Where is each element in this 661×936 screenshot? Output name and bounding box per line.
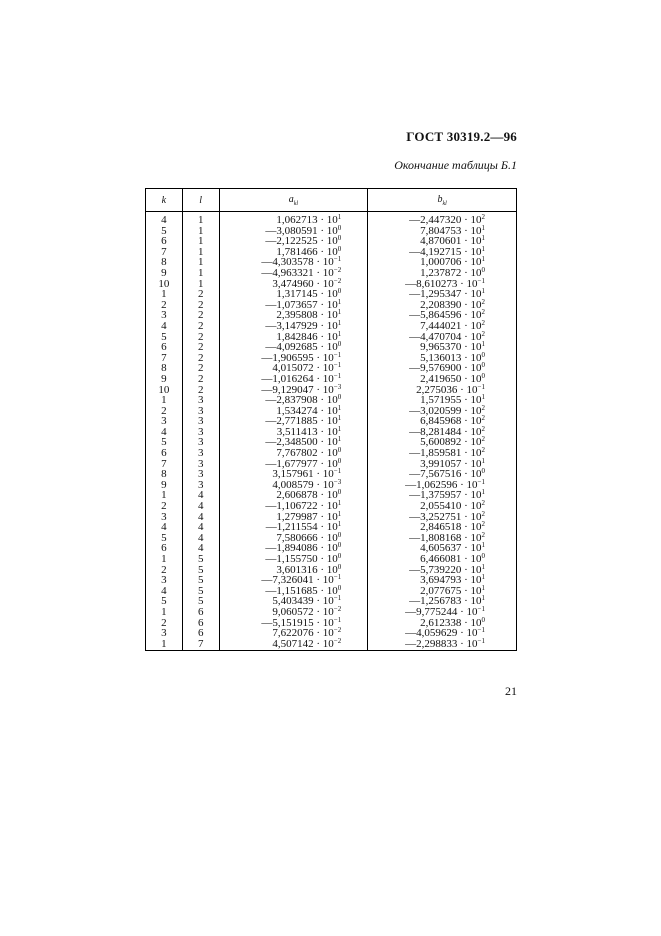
mantissa: —2,837908 · 10	[265, 394, 338, 407]
exponent: 1	[481, 244, 485, 253]
l-value: 3	[197, 447, 204, 460]
exponent: −1	[477, 626, 485, 635]
l-value: 5	[197, 595, 204, 608]
mantissa: 5,403439 · 10	[272, 595, 334, 608]
exponent: 1	[337, 403, 342, 412]
mantissa: 5,136013 · 10	[420, 351, 482, 364]
k-value: 6	[161, 235, 167, 248]
mantissa: —1,375957 · 10	[409, 489, 482, 502]
mantissa: —1,151685 · 10	[265, 584, 338, 597]
mantissa: —1,256783 · 10	[409, 595, 482, 608]
coefficients-table	[145, 188, 517, 651]
mantissa: —9,775244 · 10	[405, 605, 478, 618]
exponent: −2	[333, 604, 342, 613]
exponent: 2	[481, 213, 485, 221]
mantissa: —7,326041 · 10	[261, 574, 334, 587]
exponent: 2	[481, 414, 485, 423]
mantissa: 2,208390 · 10	[420, 298, 482, 311]
mantissa: —7,567516 · 10	[409, 468, 482, 481]
header-a-sub: kl	[293, 200, 299, 207]
k-value: 6	[161, 447, 167, 460]
exponent: 2	[481, 509, 485, 518]
header-a	[219, 189, 368, 212]
l-value: 3	[197, 436, 204, 449]
exponent: −1	[477, 604, 485, 613]
exponent: 1	[337, 435, 342, 444]
l-value: 3	[197, 478, 204, 491]
mantissa: 1,279987 · 10	[276, 510, 338, 523]
l-value: 4	[197, 521, 204, 534]
l-value: 4	[197, 489, 204, 502]
l-value: 4	[197, 500, 204, 513]
mantissa: 1,317145 · 10	[276, 288, 338, 301]
k-value: 10	[158, 277, 170, 290]
mantissa: 3,511413 · 10	[276, 425, 338, 438]
exponent: −1	[477, 636, 485, 645]
cell-b	[368, 212, 517, 226]
exponent: −1	[477, 276, 485, 285]
header-b	[368, 189, 517, 212]
mantissa: —4,470704 · 10	[409, 330, 482, 343]
exponent: −1	[333, 573, 342, 582]
exponent: 2	[481, 446, 485, 455]
mantissa: —1,894086 · 10	[265, 542, 338, 555]
exponent: 0	[337, 340, 342, 349]
mantissa: —2,771885 · 10	[265, 415, 338, 428]
l-value: 5	[197, 584, 204, 597]
exponent: 0	[481, 361, 485, 370]
header-k: k	[146, 189, 183, 212]
exponent: 1	[481, 573, 485, 582]
l-value: 7	[197, 637, 204, 650]
cell-k	[146, 212, 183, 226]
table-row	[146, 639, 517, 651]
exponent: 1	[337, 414, 342, 423]
mantissa: —1,106722 · 10	[265, 500, 338, 513]
l-value: 4	[197, 542, 204, 555]
l-value: 3	[197, 394, 204, 407]
exponent: 1	[481, 340, 485, 349]
cell-a	[219, 636, 368, 651]
mantissa: —1,808168 · 10	[409, 531, 482, 544]
exponent: 0	[481, 350, 485, 359]
l-value: 2	[197, 341, 204, 354]
l-value: 6	[197, 627, 204, 640]
l-value: 3	[197, 457, 204, 470]
k-value: 5	[161, 436, 167, 449]
mantissa: 1,237872 · 10	[420, 266, 482, 279]
mantissa: 2,395808 · 10	[276, 309, 338, 322]
k-value: 2	[161, 616, 167, 629]
k-value: 2	[161, 563, 167, 576]
header-l: l	[182, 189, 219, 212]
exponent: 0	[481, 615, 485, 624]
k-value: 5	[161, 531, 167, 544]
k-value: 4	[161, 521, 167, 534]
mantissa: —4,059629 · 10	[405, 627, 478, 640]
exponent: −1	[333, 350, 342, 359]
k-value: 4	[161, 584, 167, 597]
exponent: 1	[337, 318, 342, 327]
mantissa: —1,073657 · 10	[265, 298, 338, 311]
k-value: 10	[158, 383, 170, 396]
mantissa: —3,020599 · 10	[409, 404, 482, 417]
exponent: 1	[481, 594, 485, 603]
mantissa: 6,845968 · 10	[420, 415, 482, 428]
exponent: 1	[337, 520, 342, 529]
mantissa: —1,062596 · 10	[405, 478, 478, 491]
exponent: −3	[333, 382, 342, 391]
l-value: 1	[197, 214, 204, 226]
mantissa: 5,600892 · 10	[420, 436, 482, 449]
exponent: 0	[481, 467, 485, 476]
exponent: 0	[337, 287, 342, 296]
mantissa: 2,419650 · 10	[420, 372, 482, 385]
mantissa: 1,534274 · 10	[276, 404, 338, 417]
l-value: 3	[197, 404, 204, 417]
exponent: 1	[481, 255, 485, 264]
cell-b	[368, 636, 517, 651]
l-value: 1	[197, 277, 204, 290]
mantissa: —8,281484 · 10	[409, 425, 482, 438]
exponent: 1	[337, 499, 342, 508]
mantissa: 3,601316 · 10	[276, 563, 338, 576]
mantissa: 2,612338 · 10	[420, 616, 482, 629]
exponent: 1	[481, 234, 485, 243]
l-value: 2	[197, 319, 204, 332]
exponent: 2	[481, 329, 485, 338]
exponent: −2	[333, 636, 342, 645]
k-value: 5	[161, 330, 167, 343]
mantissa: —1,906595 · 10	[261, 351, 334, 364]
mantissa: 2,606878 · 10	[276, 489, 338, 502]
exponent: 0	[337, 234, 342, 243]
exponent: −1	[333, 361, 342, 370]
l-value: 1	[197, 224, 204, 237]
mantissa: 4,015072 · 10	[272, 362, 334, 375]
table-header-row	[146, 189, 517, 212]
exponent: 1	[481, 541, 485, 550]
mantissa: 6,466081 · 10	[420, 553, 482, 565]
mantissa: —1,859581 · 10	[409, 447, 482, 460]
k-value: 1	[161, 605, 167, 618]
header-b-sub: kl	[442, 200, 447, 207]
exponent: −2	[333, 265, 342, 274]
exponent: −1	[477, 382, 485, 391]
exponent: 2	[481, 308, 485, 317]
l-value: 6	[197, 616, 204, 629]
exponent: 1	[481, 223, 485, 232]
mantissa: 7,622076 · 10	[272, 627, 334, 640]
k-value: 9	[161, 266, 167, 279]
mantissa: 7,767802 · 10	[276, 447, 338, 460]
mantissa: —4,963321 · 10	[261, 266, 334, 279]
mantissa: 4,605637 · 10	[420, 542, 482, 555]
l-value: 2	[197, 351, 204, 364]
l-value: 2	[197, 309, 204, 322]
cell-a	[219, 212, 368, 226]
mantissa: —2,122525 · 10	[265, 235, 338, 248]
exponent: 2	[481, 499, 485, 508]
cell-k	[146, 639, 183, 651]
exponent: 0	[481, 552, 485, 560]
exponent: 0	[337, 223, 342, 232]
l-value: 2	[197, 298, 204, 311]
mantissa: —9,576900 · 10	[409, 362, 482, 375]
exponent: −1	[333, 255, 342, 264]
exponent: −1	[333, 594, 342, 603]
k-value: 3	[161, 510, 167, 523]
mantissa: —1,677977 · 10	[265, 457, 338, 470]
l-value: 3	[197, 425, 204, 438]
l-value: 2	[197, 330, 204, 343]
exponent: −3	[333, 477, 342, 486]
mantissa: —4,303578 · 10	[261, 256, 334, 269]
k-value: 8	[161, 256, 167, 269]
exponent: 0	[337, 446, 342, 455]
exponent: −2	[333, 626, 342, 635]
l-value: 3	[197, 415, 204, 428]
exponent: 0	[337, 244, 342, 253]
exponent: 2	[481, 403, 485, 412]
mantissa: —1,016264 · 10	[261, 372, 334, 385]
k-value: 1	[161, 489, 167, 502]
mantissa: 3,157961 · 10	[272, 468, 334, 481]
exponent: 0	[481, 265, 485, 274]
page-number: 21	[505, 684, 517, 698]
k-value: 7	[161, 351, 167, 364]
mantissa: 1,000706 · 10	[420, 256, 482, 269]
exponent: 0	[337, 456, 342, 465]
k-value: 4	[161, 214, 167, 226]
k-value: 5	[161, 595, 167, 608]
mantissa: 2,077675 · 10	[420, 584, 482, 597]
header-a-base: a	[288, 193, 294, 205]
k-value: 5	[161, 224, 167, 237]
exponent: 2	[481, 520, 485, 529]
mantissa: 7,580666 · 10	[276, 531, 338, 544]
exponent: −2	[333, 276, 342, 285]
mantissa: 4,870601 · 10	[420, 235, 482, 248]
k-value: 2	[161, 404, 167, 417]
mantissa: 3,474960 · 10	[272, 277, 334, 290]
mantissa: 2,846518 · 10	[420, 521, 482, 534]
l-value: 1	[197, 266, 204, 279]
k-value: 1	[161, 394, 167, 407]
exponent: 0	[337, 562, 342, 571]
exponent: 1	[481, 393, 485, 402]
mantissa: 2,275036 · 10	[416, 383, 478, 396]
l-value: 2	[197, 383, 204, 396]
k-value: 6	[161, 341, 167, 354]
exponent: 1	[481, 583, 485, 592]
l-value: 1	[197, 256, 204, 269]
k-value: 3	[161, 574, 167, 587]
mantissa: 1,062713 · 10	[276, 214, 338, 226]
exponent: −1	[477, 477, 485, 486]
table-body	[146, 212, 517, 651]
k-value: 4	[161, 425, 167, 438]
l-value: 6	[197, 605, 204, 618]
k-value: 2	[161, 500, 167, 513]
exponent: −1	[333, 615, 342, 624]
exponent: −1	[333, 371, 342, 380]
cell-l	[182, 212, 219, 226]
exponent: 1	[481, 488, 485, 497]
exponent: 1	[481, 562, 485, 571]
table-caption: Окончание таблицы Б.1	[394, 158, 517, 172]
mantissa: —3,252751 · 10	[409, 510, 482, 523]
exponent: −1	[333, 467, 342, 476]
exponent: 0	[337, 552, 342, 560]
mantissa: 1,842846 · 10	[276, 330, 338, 343]
exponent: 0	[337, 541, 342, 550]
exponent: 0	[337, 488, 342, 497]
mantissa: —8,610273 · 10	[405, 277, 478, 290]
k-value: 1	[161, 637, 167, 650]
exponent: 1	[337, 308, 342, 317]
k-value: 3	[161, 309, 167, 322]
exponent: 1	[337, 297, 342, 306]
k-value: 6	[161, 542, 167, 555]
exponent: 1	[337, 213, 342, 221]
l-value: 2	[197, 362, 204, 375]
exponent: 1	[337, 329, 342, 338]
k-value: 3	[161, 627, 167, 640]
mantissa: —3,147929 · 10	[265, 319, 338, 332]
k-value: 7	[161, 245, 167, 258]
exponent: 1	[337, 424, 342, 433]
k-value: 9	[161, 478, 167, 491]
exponent: 2	[481, 297, 485, 306]
mantissa: 3,991057 · 10	[420, 457, 482, 470]
document-code: ГОСТ 30319.2—96	[406, 129, 517, 144]
exponent: 2	[481, 318, 485, 327]
l-value: 5	[197, 553, 204, 565]
mantissa: —5,739220 · 10	[409, 563, 482, 576]
mantissa: —4,192715 · 10	[409, 245, 482, 258]
l-value: 4	[197, 531, 204, 544]
exponent: 0	[337, 530, 342, 539]
mantissa: —1,155750 · 10	[265, 553, 338, 565]
exponent: 1	[481, 456, 485, 465]
l-value: 5	[197, 563, 204, 576]
l-value: 2	[197, 372, 204, 385]
mantissa: —2,348500 · 10	[265, 436, 338, 449]
mantissa: —1,295347 · 10	[409, 288, 482, 301]
k-value: 7	[161, 457, 167, 470]
mantissa: 4,507142 · 10	[272, 637, 334, 650]
exponent: 0	[337, 393, 342, 402]
exponent: 1	[337, 509, 342, 518]
l-value: 1	[197, 235, 204, 248]
k-value: 4	[161, 319, 167, 332]
exponent: 2	[481, 530, 485, 539]
mantissa: —2,447320 · 10	[409, 214, 482, 226]
mantissa: 1,781466 · 10	[276, 245, 338, 258]
mantissa: 9,060572 · 10	[272, 605, 334, 618]
mantissa: 7,444021 · 10	[420, 319, 482, 332]
mantissa: 2,055410 · 10	[420, 500, 482, 513]
k-value: 2	[161, 298, 167, 311]
mantissa: —5,864596 · 10	[409, 309, 482, 322]
mantissa: 7,804753 · 10	[420, 224, 482, 237]
k-value: 8	[161, 468, 167, 481]
mantissa: —1,211554 · 10	[265, 521, 338, 534]
exponent: 2	[481, 424, 485, 433]
mantissa: —3,080591 · 10	[265, 224, 338, 237]
k-value: 8	[161, 362, 167, 375]
cell-l	[182, 639, 219, 651]
k-value: 1	[161, 288, 167, 301]
mantissa: 9,965370 · 10	[420, 341, 482, 354]
l-value: 5	[197, 574, 204, 587]
l-value: 4	[197, 510, 204, 523]
l-value: 3	[197, 468, 204, 481]
exponent: 2	[481, 435, 485, 444]
exponent: 0	[481, 371, 485, 380]
table-row	[146, 212, 517, 226]
k-value: 9	[161, 372, 167, 385]
mantissa: —2,298833 · 10	[405, 637, 478, 650]
l-value: 1	[197, 245, 204, 258]
l-value: 2	[197, 288, 204, 301]
mantissa: 3,694793 · 10	[420, 574, 482, 587]
mantissa: —5,151915 · 10	[261, 616, 334, 629]
k-value: 1	[161, 553, 167, 565]
exponent: 0	[337, 583, 342, 592]
k-value: 3	[161, 415, 167, 428]
mantissa: —9,129047 · 10	[261, 383, 334, 396]
mantissa: 1,571955 · 10	[420, 394, 482, 407]
mantissa: —4,092685 · 10	[265, 341, 338, 354]
header-b-base: b	[437, 193, 443, 205]
exponent: 1	[481, 287, 485, 296]
mantissa: 4,008579 · 10	[272, 478, 334, 491]
